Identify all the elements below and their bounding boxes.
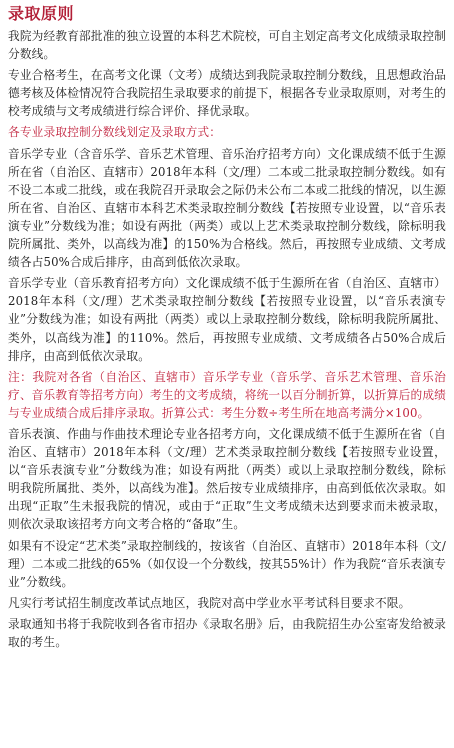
body-paragraph: 音乐学专业（音乐教育招考方向）文化课成绩不低于生源所在省（自治区、直辖市）2018年本科（文/理）艺术类录取控制分数线【若按照专业设置，以“音乐表演专业”分数线为准；如设有两批（两类）或以上录取控制分数线，除标明我院所属批、类外，以高线为准】的110%。然后，再按照专业成绩、文考成绩各占50%合成后排序，由高到低依次录取。 <box>8 276 446 363</box>
paragraph-list <box>8 27 446 651</box>
body-paragraph: 音乐学专业（含音乐学、音乐艺术管理、音乐治疗招考方向）文化课成绩不低于生源所在省（自治区、直辖市）2018年本科（文/理）二本或二批录取控制分数线。如有不设二本或二批线，或在我院召开录取会之际仍未公布二本或二批线的情况，以生源所在省、自治区、直辖市本科艺术类录取控制分数线【若按照专业设置，以“音乐表演专业”分数线为准；如设有两批（两类）或以上艺术类录取控制分数线，除标明我院所属批、类外，以高线为准】的150%为合格线。然后，再按照专业成绩、文考成绩各占50%合成后排序，由高到低依次录取。 <box>8 146 446 270</box>
body-paragraph: 如果有不设定“艺术类”录取控制线的，按该省（自治区、直辖市）2018年本科（文/理）二本或二批线的65%（如仅设一个分数线，按其55%计）作为我院“音乐表演专业”分数线。 <box>8 538 446 589</box>
body-paragraph: 凡实行考试招生制度改革试点地区，我院对高中学业水平考试科目要求不限。 <box>8 595 411 610</box>
body-paragraph: 专业合格考生，在高考文化课（文考）成绩达到我院录取控制分数线，且思想政治品德考核及体检情况符合我院招生录取要求的前提下，根据各专业录取原则，对考生的校考成绩与文考成绩进行综合评价、择优录取。 <box>8 68 446 119</box>
body-paragraph: 录取通知书将于我院收到各省市招办《录取名册》后，由我院招生办公室寄发给被录取的考生。 <box>8 616 446 649</box>
highlighted-paragraph: 注：我院对各省（自治区、直辖市）音乐学专业（音乐学、音乐艺术管理、音乐治疗、音乐教育等招考方向）考生的文考成绩，将统一以百分制折算，以折算后的成绩与专业成绩合成后排序录取。折算公式：考生分数÷考生所在地高考满分×100。 <box>8 369 446 420</box>
body-paragraph: 我院为经教育部批准的独立设置的本科艺术院校，可自主划定高考文化成绩录取控制分数线。 <box>8 29 446 62</box>
highlighted-paragraph: 各专业录取控制分数线划定及录取方式： <box>8 125 222 140</box>
body-paragraph: 音乐表演、作曲与作曲技术理论专业各招考方向，文化课成绩不低于生源所在省（自治区、直辖市）2018年本科（文/理）艺术类录取控制分数线【若按照专业设置，以“音乐表演专业”分数线为准；如设有两批（两类）或以上录取控制分数线，除标明我院所属批、类外，以高线为准】。然后按专业成绩排序，由高到低依次录取。如出现“正取”生未报我院的情况，或由于“正取”生文考成绩未达到要求而未被录取，则依次录取该招考方向文考合格的“备取”生。 <box>8 426 446 532</box>
section-heading: 录取原则 <box>8 4 75 23</box>
